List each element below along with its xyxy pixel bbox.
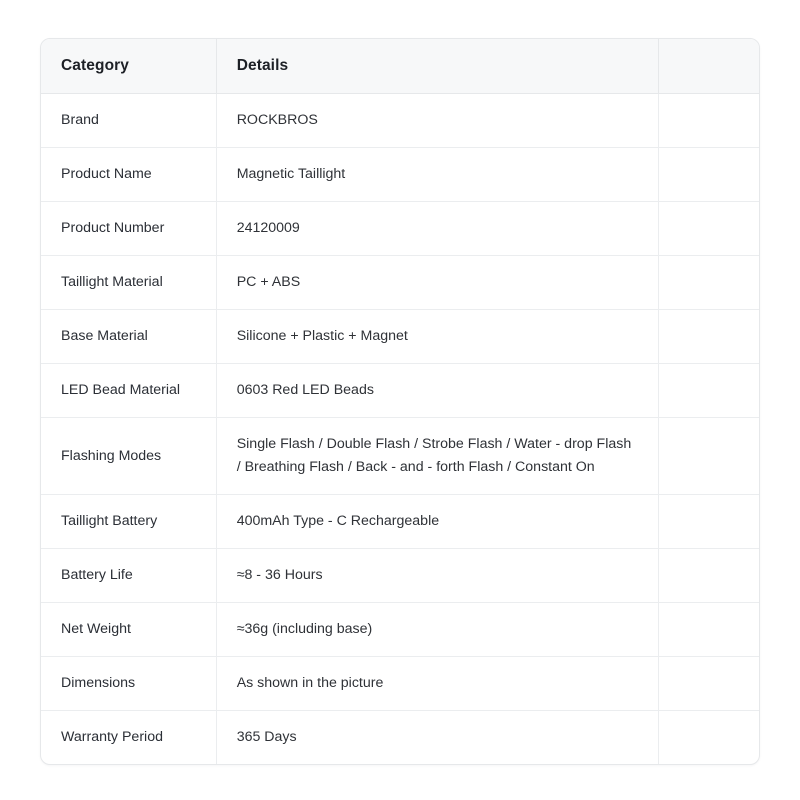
cell-extra: [658, 256, 759, 310]
cell-category: Warranty Period: [41, 711, 216, 765]
cell-details: ≈36g (including base): [216, 603, 658, 657]
table-row: [41, 256, 759, 310]
table-body: [41, 94, 759, 765]
cell-extra: [658, 364, 759, 418]
table-row: [41, 310, 759, 364]
cell-category: Brand: [41, 94, 216, 148]
cell-extra: [658, 418, 759, 495]
column-header-category: Category: [41, 39, 216, 94]
column-header-details: Details: [216, 39, 658, 94]
cell-details: 0603 Red LED Beads: [216, 364, 658, 418]
table-row: [41, 364, 759, 418]
column-header-extra: [658, 39, 759, 94]
cell-category: Product Number: [41, 202, 216, 256]
cell-details: Silicone + Plastic + Magnet: [216, 310, 658, 364]
table-row: [41, 202, 759, 256]
cell-details: 24120009: [216, 202, 658, 256]
cell-category: Dimensions: [41, 657, 216, 711]
table-row: [41, 418, 759, 495]
cell-category: LED Bead Material: [41, 364, 216, 418]
cell-extra: [658, 549, 759, 603]
table-row: [41, 711, 759, 765]
table-row: [41, 148, 759, 202]
cell-details: ROCKBROS: [216, 94, 658, 148]
cell-category: Taillight Material: [41, 256, 216, 310]
cell-extra: [658, 711, 759, 765]
table-header: [41, 39, 759, 94]
cell-extra: [658, 94, 759, 148]
cell-details: PC + ABS: [216, 256, 658, 310]
specification-table-container: [40, 38, 760, 765]
table-row: [41, 603, 759, 657]
cell-details: 400mAh Type - C Rechargeable: [216, 495, 658, 549]
table-row: [41, 657, 759, 711]
cell-details: Magnetic Taillight: [216, 148, 658, 202]
table-header-row: [41, 39, 759, 94]
table-row: [41, 94, 759, 148]
cell-extra: [658, 310, 759, 364]
cell-details: 365 Days: [216, 711, 658, 765]
cell-category: Battery Life: [41, 549, 216, 603]
cell-extra: [658, 657, 759, 711]
cell-category: Net Weight: [41, 603, 216, 657]
cell-details: ≈8 - 36 Hours: [216, 549, 658, 603]
cell-category: Taillight Battery: [41, 495, 216, 549]
table-row: [41, 495, 759, 549]
cell-category: Flashing Modes: [41, 418, 216, 495]
cell-extra: [658, 148, 759, 202]
cell-details: As shown in the picture: [216, 657, 658, 711]
cell-extra: [658, 603, 759, 657]
cell-extra: [658, 495, 759, 549]
table-row: [41, 549, 759, 603]
specification-table: [41, 39, 759, 764]
cell-category: Product Name: [41, 148, 216, 202]
cell-extra: [658, 202, 759, 256]
cell-category: Base Material: [41, 310, 216, 364]
cell-details: Single Flash / Double Flash / Strobe Flash / Water - drop Flash / Breathing Flash / Back - and - forth Flash / Constant On: [216, 418, 658, 495]
